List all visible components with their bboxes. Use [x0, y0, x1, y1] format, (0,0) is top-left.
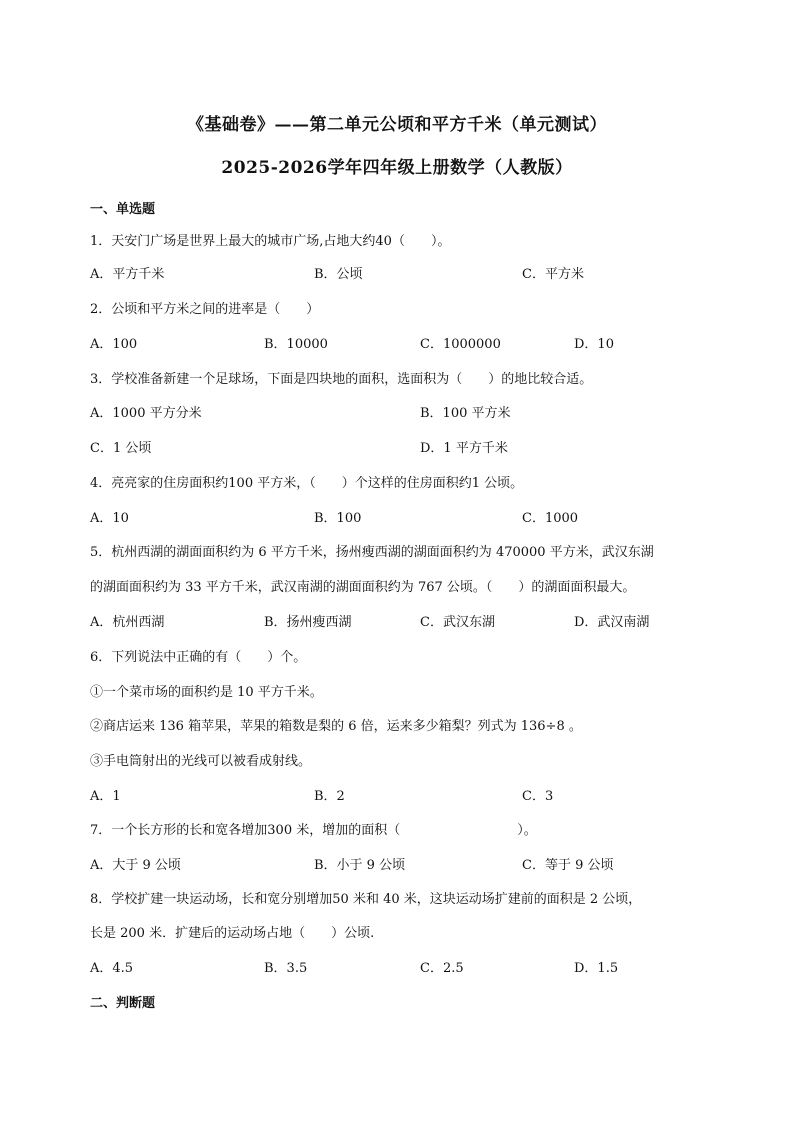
question-4: 4．亮亮家的住房面积约100 平方米，（ ）个这样的住房面积约1 公顷。	[90, 476, 524, 491]
question-8-line-2: 长是 200 米．扩建后的运动场占地（ ）公顷.	[90, 926, 375, 941]
q6-statement-1: ①一个菜市场的面积约是 10 平方千米。	[90, 685, 323, 700]
q4-option-a: A．10	[90, 511, 129, 526]
q6-statement-3: ③手电筒射出的光线可以被看成射线。	[90, 754, 312, 769]
q2-option-a: A．100	[90, 337, 138, 352]
q2-option-b: B．10000	[264, 337, 328, 352]
page-title: 《基础卷》——第二单元公顷和平方千米（单元测试）	[187, 115, 607, 135]
q3-option-d: D．1 平方千米	[420, 441, 508, 456]
q2-option-c: C．1000000	[420, 337, 501, 352]
q3-option-c: C．1 公顷	[90, 441, 152, 456]
q6-option-c: C．3	[522, 789, 554, 804]
q8-option-a: A．4.5	[90, 961, 134, 976]
q7-option-b: B．小于 9 公顷	[314, 858, 406, 873]
q7-option-a: A．大于 9 公顷	[90, 858, 181, 873]
q6-option-a: A．1	[90, 789, 121, 804]
q8-option-c: C．2.5	[420, 961, 464, 976]
question-1: 1．天安门广场是世界上最大的城市广场,占地大约40（ ）。	[90, 234, 451, 249]
q6-statement-2: ②商店运来 136 箱苹果，苹果的箱数是梨的 6 倍，运来多少箱梨？列式为 136÷8 。	[90, 719, 582, 734]
question-2: 2．公顷和平方米之间的进率是（ ）	[90, 302, 320, 317]
q1-option-c: C．平方米	[522, 267, 584, 282]
question-3: 3．学校准备新建一个足球场，下面是四块地的面积，选面积为（ ）的地比较合适。	[90, 372, 593, 387]
q8-option-b: B．3.5	[264, 961, 308, 976]
q2-option-d: D．10	[574, 337, 614, 352]
q7-option-c: C．等于 9 公顷	[522, 858, 614, 873]
q5-option-b: B．扬州瘦西湖	[264, 615, 352, 630]
section-heading-single-choice: 一、单选题	[90, 202, 156, 217]
q6-option-b: B．2	[314, 789, 345, 804]
q3-option-b: B．100 平方米	[420, 406, 511, 421]
q5-option-c: C．武汉东湖	[420, 615, 495, 630]
q8-option-d: D．1.5	[574, 961, 619, 976]
q4-option-b: B．100	[314, 511, 362, 526]
question-6: 6．下列说法中正确的有（ ）个。	[90, 650, 307, 665]
question-8-line-1: 8．学校扩建一块运动场，长和宽分别增加50 米和 40 米，这块运动场扩建前的面积是 2 公顷，	[90, 892, 642, 907]
page-subtitle: 2025-2026学年四年级上册数学（人教版）	[221, 158, 573, 178]
q3-option-a: A．1000 平方分米	[90, 406, 202, 421]
q5-option-a: A．杭州西湖	[90, 615, 165, 630]
question-5-line-1: 5．杭州西湖的湖面面积约为 6 平方千米，扬州瘦西湖的湖面面积约为 470000 平方米，武汉东湖	[90, 545, 654, 560]
question-5-line-2: 的湖面面积约为 33 平方千米，武汉南湖的湖面面积约为 767 公顷。（ ）的湖面面积最大。	[90, 580, 636, 595]
question-7: 7．一个长方形的长和宽各增加300 米，增加的面积（ ）。	[90, 823, 537, 838]
q1-option-a: A．平方千米	[90, 267, 165, 282]
q4-option-c: C．1000	[522, 511, 579, 526]
q5-option-d: D．武汉南湖	[574, 615, 650, 630]
section-heading-true-false: 二、判断题	[90, 996, 156, 1011]
q1-option-b: B．公顷	[314, 267, 363, 282]
